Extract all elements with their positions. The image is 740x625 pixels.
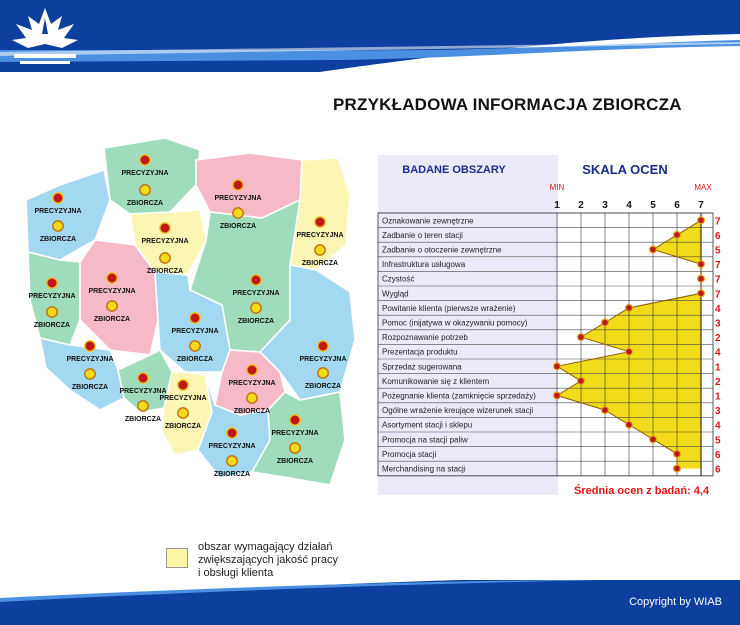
- region-order-label: ZBIORCZA: [233, 408, 271, 415]
- average-score-text: Średnia ocen z badań: 4,4: [574, 485, 710, 497]
- legend-line-2: zwiększających jakość pracy: [198, 554, 338, 566]
- score-value: 5: [715, 245, 721, 257]
- score-point: [554, 392, 561, 399]
- red-dot-icon: [227, 428, 237, 438]
- region-order-label: ZBIORCZA: [237, 318, 275, 325]
- score-point: [578, 378, 585, 385]
- row-label: Oznakowanie zewnętrzne: [382, 216, 474, 226]
- yellow-dot-icon: [247, 393, 257, 403]
- yellow-dot-icon: [233, 208, 243, 218]
- max-label: MAX: [694, 183, 712, 192]
- region-order-label: ZBIORCZA: [124, 416, 162, 423]
- region-order-label: ZBIORCZA: [301, 260, 339, 267]
- row-label: Zadbanie o teren stacji: [382, 230, 463, 240]
- region-order-label: ZBIORCZA: [213, 471, 251, 478]
- score-value: 7: [715, 216, 721, 228]
- score-point: [602, 319, 609, 326]
- score-point: [626, 421, 633, 428]
- score-value: 4: [715, 420, 721, 432]
- poland-map: [0, 120, 370, 520]
- row-label: Ogólne wrażenie kreujące wizerunek stacji: [382, 406, 534, 416]
- yellow-dot-icon: [47, 307, 57, 317]
- region-precision-label: PRECYZYJNA: [228, 380, 276, 387]
- red-dot-icon: [315, 217, 325, 227]
- row-label: Pożegnanie klienta (zamknięcie sprzedaży): [382, 391, 536, 401]
- region-order-label: ZBIORCZA: [33, 322, 71, 329]
- region-precision-label: PRECYZYJNA: [34, 208, 82, 215]
- region-order-label: ZBIORCZA: [39, 236, 77, 243]
- red-dot-icon: [290, 415, 300, 425]
- yellow-dot-icon: [160, 253, 170, 263]
- score-value: 1: [715, 391, 721, 403]
- yellow-dot-icon: [178, 408, 188, 418]
- chart-title: SKALA OCEN: [582, 162, 668, 177]
- row-label: Promocja stacji: [382, 449, 437, 459]
- red-dot-icon: [178, 380, 188, 390]
- copyright-text: Copyright by WIAB: [629, 596, 722, 608]
- yellow-dot-icon: [227, 456, 237, 466]
- region-order-label: ZBIORCZA: [146, 268, 184, 275]
- row-label: Asortyment stacji i sklepu: [382, 420, 473, 430]
- region-precision-label: PRECYZYJNA: [141, 238, 189, 245]
- region-order-label: ZBIORCZA: [126, 200, 164, 207]
- red-dot-icon: [160, 223, 170, 233]
- row-label: Powitanie klienta (pierwsze wrażenie): [382, 303, 516, 313]
- scale-tick-3: 3: [602, 200, 608, 211]
- yellow-dot-icon: [251, 303, 261, 313]
- yellow-dot-icon: [190, 341, 200, 351]
- header-band: [0, 0, 740, 72]
- row-label: Merchandising na stacji: [382, 464, 466, 474]
- score-point: [674, 451, 681, 458]
- red-dot-icon: [190, 313, 200, 323]
- red-dot-icon: [47, 278, 57, 288]
- region-precision-label: PRECYZYJNA: [119, 388, 167, 395]
- score-point: [626, 348, 633, 355]
- red-dot-icon: [138, 373, 148, 383]
- yellow-dot-icon: [138, 401, 148, 411]
- red-dot-icon: [107, 273, 117, 283]
- row-label: Infrastruktura usługowa: [382, 260, 466, 270]
- region-precision-label: PRECYZYJNA: [299, 356, 347, 363]
- score-point: [698, 275, 705, 282]
- evaluation-chart: [370, 150, 740, 510]
- score-value: 4: [715, 347, 721, 359]
- region-precision-label: PRECYZYJNA: [214, 195, 262, 202]
- legend-line-3: i obsługi klienta: [198, 567, 274, 579]
- legend-text: [198, 541, 378, 580]
- region-order-label: ZBIORCZA: [219, 223, 257, 230]
- yellow-dot-icon: [315, 245, 325, 255]
- region-precision-label: PRECYZYJNA: [208, 443, 256, 450]
- scale-tick-5: 5: [650, 200, 656, 211]
- score-point: [674, 465, 681, 472]
- yellow-dot-icon: [107, 301, 117, 311]
- region-precision-label: PRECYZYJNA: [171, 328, 219, 335]
- min-label: MIN: [549, 183, 565, 192]
- score-value: 3: [715, 318, 721, 330]
- scale-tick-1: 1: [554, 200, 560, 211]
- row-label: Zadbanie o otoczenie zewnętrzne: [382, 245, 502, 255]
- row-label: Czystość: [382, 274, 415, 284]
- region-precision-label: PRECYZYJNA: [296, 232, 344, 239]
- red-dot-icon: [140, 155, 150, 165]
- score-point: [674, 232, 681, 239]
- yellow-dot-icon: [140, 185, 150, 195]
- yellow-dot-icon: [318, 368, 328, 378]
- score-value: 6: [715, 464, 721, 476]
- score-point: [650, 246, 657, 253]
- score-point: [698, 261, 705, 268]
- row-label: Wygląd: [382, 289, 409, 299]
- score-point: [554, 363, 561, 370]
- red-dot-icon: [251, 275, 261, 285]
- yellow-dot-icon: [85, 369, 95, 379]
- row-label: Promocja na stacji paliw: [382, 435, 468, 445]
- yellow-dot-icon: [290, 443, 300, 453]
- winged-lion-logo-icon: [6, 4, 84, 66]
- score-point: [698, 290, 705, 297]
- score-value: 1: [715, 362, 721, 374]
- score-point: [650, 436, 657, 443]
- score-value: 7: [715, 289, 721, 301]
- score-point: [602, 407, 609, 414]
- page-title: PRZYKŁADOWA INFORMACJA ZBIORCZA: [333, 95, 682, 114]
- region-precision-label: PRECYZYJNA: [66, 356, 114, 363]
- red-dot-icon: [233, 180, 243, 190]
- scale-tick-7: 7: [698, 200, 704, 211]
- score-point: [626, 305, 633, 312]
- score-value: 7: [715, 274, 721, 286]
- red-dot-icon: [85, 341, 95, 351]
- score-value: 3: [715, 406, 721, 418]
- score-value: 7: [715, 260, 721, 272]
- region-precision-label: PRECYZYJNA: [28, 293, 76, 300]
- region-order-label: ZBIORCZA: [71, 384, 109, 391]
- region-order-label: ZBIORCZA: [164, 423, 202, 430]
- region-precision-label: PRECYZYJNA: [271, 430, 319, 437]
- score-value: 2: [715, 376, 721, 388]
- header-areas: BADANE OBSZARY: [402, 164, 506, 176]
- score-point: [698, 217, 705, 224]
- scale-tick-4: 4: [626, 200, 632, 211]
- red-dot-icon: [318, 341, 328, 351]
- row-label: Rozpoznawanie potrzeb: [382, 333, 468, 343]
- row-label: Prezentacja produktu: [382, 347, 458, 357]
- legend-line-1: obszar wymagający działań: [198, 541, 333, 553]
- region-precision-label: PRECYZYJNA: [159, 395, 207, 402]
- scale-tick-2: 2: [578, 200, 584, 211]
- region-order-label: ZBIORCZA: [304, 383, 342, 390]
- region-precision-label: PRECYZYJNA: [121, 170, 169, 177]
- legend-swatch: [166, 548, 188, 568]
- region-precision-label: PRECYZYJNA: [232, 290, 280, 297]
- score-point: [578, 334, 585, 341]
- region-order-label: ZBIORCZA: [93, 316, 131, 323]
- row-label: Pomoc (inijatywa w okazywaniu pomocy): [382, 318, 528, 328]
- red-dot-icon: [247, 365, 257, 375]
- yellow-dot-icon: [53, 221, 63, 231]
- scale-tick-6: 6: [674, 200, 680, 211]
- region-order-label: ZBIORCZA: [176, 356, 214, 363]
- score-value: 6: [715, 449, 721, 461]
- region-precision-label: PRECYZYJNA: [88, 288, 136, 295]
- region-order-label: ZBIORCZA: [276, 458, 314, 465]
- score-value: 4: [715, 303, 721, 315]
- row-label: Komunikowanie się z klientem: [382, 376, 490, 386]
- score-value: 5: [715, 435, 721, 447]
- row-label: Sprzedaż sugerowana: [382, 362, 462, 372]
- red-dot-icon: [53, 193, 63, 203]
- score-value: 6: [715, 230, 721, 242]
- score-value: 2: [715, 333, 721, 345]
